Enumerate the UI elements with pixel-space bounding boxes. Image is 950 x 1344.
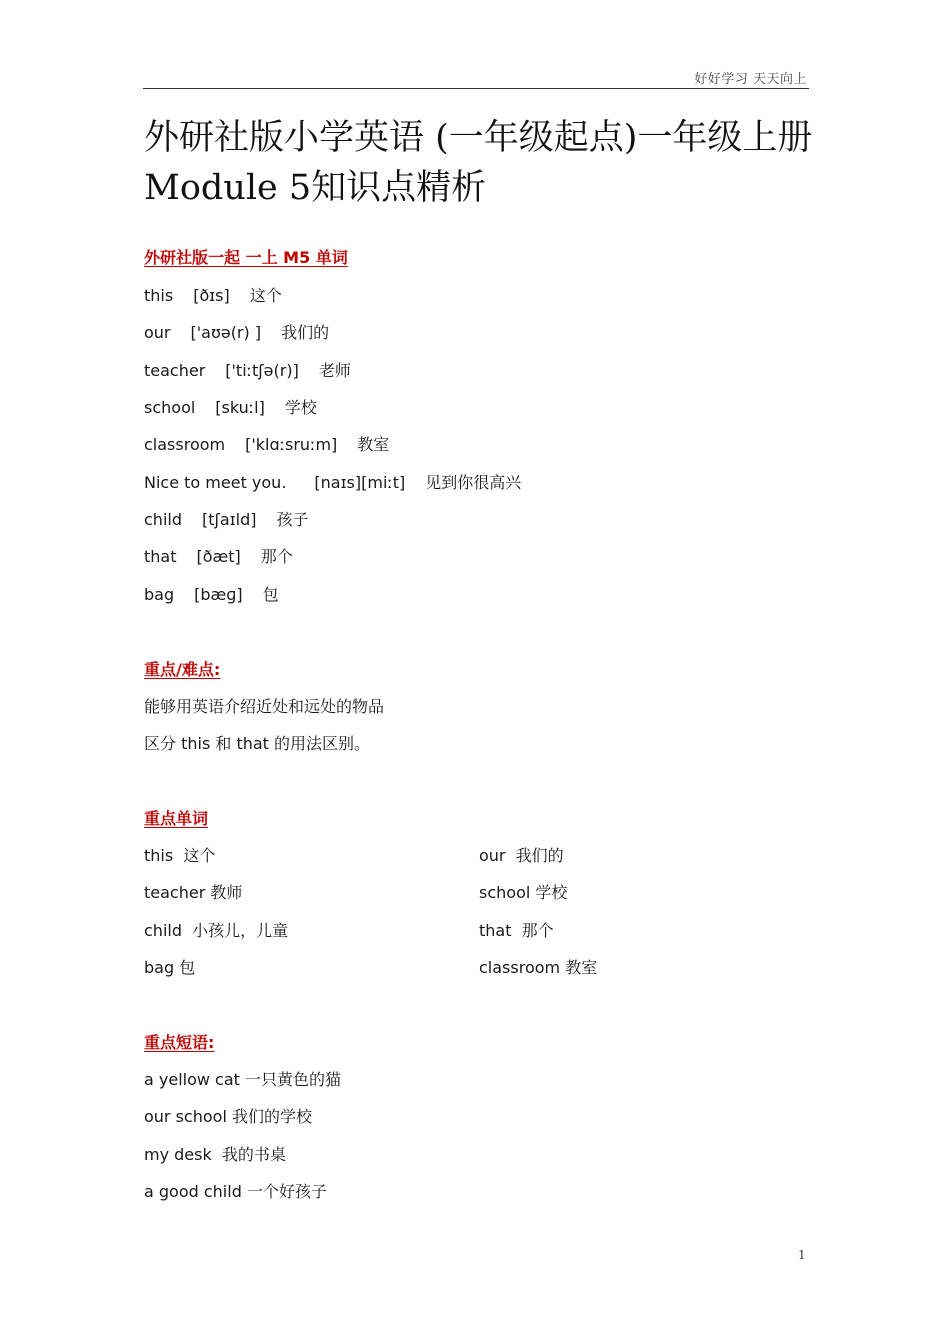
vocab-item bbox=[144, 283, 282, 306]
vocab-meaning: 这个 bbox=[249, 286, 282, 305]
vocab-word: that bbox=[144, 547, 177, 566]
vocab-meaning: 那个 bbox=[260, 547, 293, 566]
vocab-item bbox=[144, 582, 279, 605]
vocab-ipa: ['tiːtʃə(r)] bbox=[225, 361, 299, 380]
key-phrases-heading: 重点短语: bbox=[144, 1033, 215, 1052]
vocab-item bbox=[144, 395, 317, 418]
vocab-ipa: [ðæt] bbox=[196, 547, 241, 566]
vocab-word: Nice to meet you. bbox=[144, 473, 287, 492]
vocab-item bbox=[144, 432, 389, 455]
header-text: 好好学习 天天向上 bbox=[694, 72, 807, 87]
document-title: 外研社版小学英语 (一年级起点)一年级上册Module 5知识点精析 bbox=[144, 118, 813, 208]
vocab-word: bag bbox=[144, 585, 175, 604]
vocab-item bbox=[144, 507, 308, 530]
vocab-meaning: 老师 bbox=[318, 361, 351, 380]
vocab-item bbox=[144, 470, 521, 493]
vocab-word: teacher bbox=[144, 361, 206, 380]
vocab-ipa: [skuːl] bbox=[215, 398, 265, 417]
vocab-heading: 外研社版一起 一上 M5 单词 bbox=[144, 248, 348, 267]
vocab-meaning: 学校 bbox=[284, 398, 317, 417]
key-phrase-line: a good child 一个好孩子 bbox=[144, 1182, 327, 1201]
vocab-ipa: [tʃaɪld] bbox=[201, 510, 257, 529]
key-word-right: school 学校 bbox=[479, 883, 568, 902]
vocab-meaning: 教室 bbox=[357, 435, 390, 454]
key-word-right: classroom 教室 bbox=[479, 958, 598, 977]
vocab-word: child bbox=[144, 510, 182, 529]
key-points-heading: 重点/难点: bbox=[144, 660, 221, 679]
vocab-meaning: 孩子 bbox=[276, 510, 309, 529]
vocab-meaning: 见到你很高兴 bbox=[425, 473, 522, 492]
key-word-left: teacher 教师 bbox=[144, 883, 243, 902]
vocab-word: classroom bbox=[144, 435, 226, 454]
vocab-ipa: ['klɑːsruːm] bbox=[245, 435, 338, 454]
header-rule bbox=[143, 88, 809, 89]
vocab-ipa: ['aʊə(r) ] bbox=[190, 323, 262, 342]
key-phrase-line: our school 我们的学校 bbox=[144, 1107, 312, 1126]
key-phrase-line: a yellow cat 一只黄色的猫 bbox=[144, 1070, 342, 1089]
key-word-right: our 我们的 bbox=[479, 846, 564, 865]
vocab-ipa: [bæɡ] bbox=[194, 585, 243, 604]
vocab-word: school bbox=[144, 398, 196, 417]
vocab-ipa: [naɪs][miːt] bbox=[314, 473, 406, 492]
key-word-left: this 这个 bbox=[144, 846, 216, 865]
key-phrase-line: my desk 我的书桌 bbox=[144, 1145, 286, 1164]
key-point-line: 区分 this 和 that 的用法区别。 bbox=[144, 734, 371, 753]
vocab-word: our bbox=[144, 323, 171, 342]
vocab-meaning: 我们的 bbox=[281, 323, 330, 342]
key-words-heading: 重点单词 bbox=[144, 809, 209, 828]
page-number: 1 bbox=[798, 1248, 806, 1262]
vocab-ipa: [ðɪs] bbox=[193, 286, 230, 305]
vocab-item bbox=[144, 544, 293, 567]
vocab-word: this bbox=[144, 286, 174, 305]
key-word-left: bag 包 bbox=[144, 958, 196, 977]
vocab-meaning: 包 bbox=[262, 585, 279, 604]
key-word-right: that 那个 bbox=[479, 921, 554, 940]
vocab-item bbox=[144, 320, 329, 343]
key-word-left: child 小孩儿，儿童 bbox=[144, 921, 289, 940]
vocab-item bbox=[144, 358, 351, 381]
key-point-line: 能够用英语介绍近处和远处的物品 bbox=[144, 697, 385, 716]
